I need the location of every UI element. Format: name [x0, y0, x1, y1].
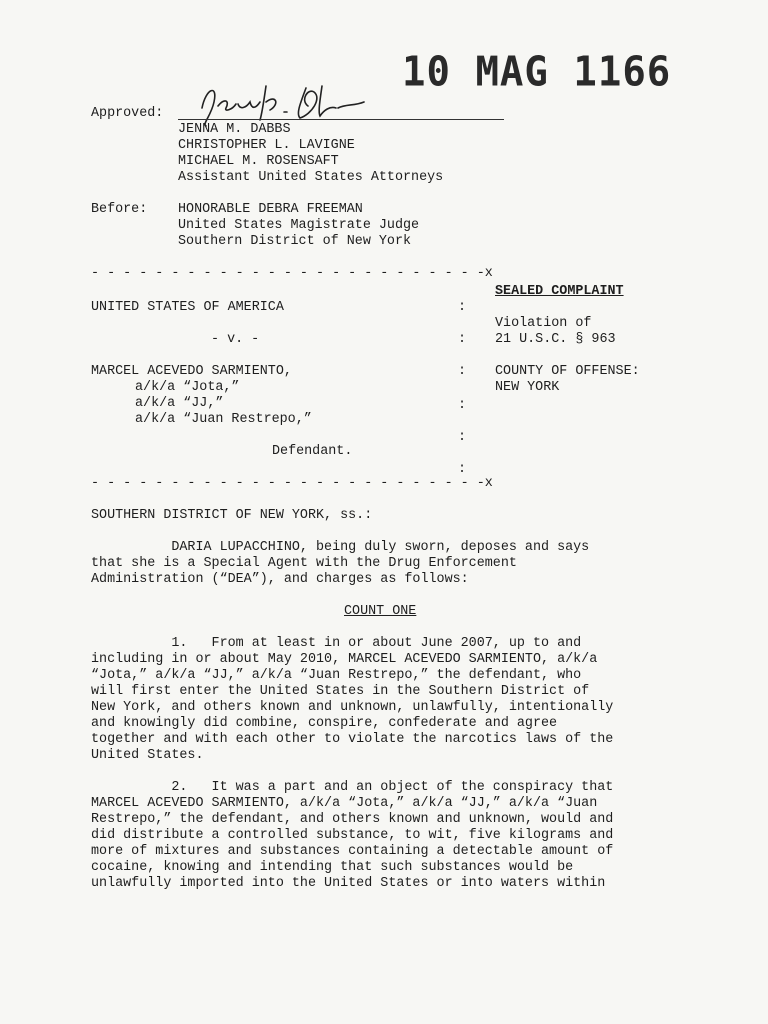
attorney-name: MICHAEL M. ROSENSAFT — [178, 154, 339, 169]
caption-colon: : — [458, 300, 467, 315]
paragraph-1: 1. From at least in or about June 2007, up to and including in or about May 2010, MARCEL ACEVEDO SARMIENTO, a/k/a “Jota,” a/k/a “JJ,” a/k/a “Juan Restrepo,” the defendant, who will first enter the United States in the Southern District of New York, and others known and unknown, unlawfully, intentionally and knowingly did combine, conspire, confederate and agree together and with each other to violate the narcotics laws of the United States. — [91, 636, 614, 763]
signature-image — [196, 80, 366, 128]
attorneys-title: Assistant United States Attorneys — [178, 170, 444, 185]
sealed-complaint-title: SEALED COMPLAINT — [495, 284, 624, 299]
count-heading: COUNT ONE — [344, 604, 417, 619]
before-label: Before: — [91, 202, 148, 217]
attorney-name: CHRISTOPHER L. LAVIGNE — [178, 138, 355, 153]
caption-colon: : — [458, 364, 467, 379]
caption-colon: : — [458, 430, 467, 445]
caption-border-bottom: - - - - - - - - - - - - - - - - - - - - - - - - -x — [91, 476, 493, 491]
plaintiff-name: UNITED STATES OF AMERICA — [91, 300, 284, 315]
venue-line: SOUTHERN DISTRICT OF NEW YORK, ss.: — [91, 508, 373, 523]
caption-colon: : — [458, 332, 467, 347]
versus-label: - v. - — [211, 332, 260, 347]
judge-district: Southern District of New York — [178, 234, 412, 249]
caption-colon: : — [458, 398, 467, 413]
judge-title: United States Magistrate Judge — [178, 218, 420, 233]
caption-colon: : — [458, 462, 467, 477]
defendant-alias: a/k/a “JJ,” — [135, 396, 224, 411]
approved-label: Approved: — [91, 106, 164, 121]
defendant-alias: a/k/a “Juan Restrepo,” — [135, 412, 312, 427]
defendant-label: Defendant. — [272, 444, 353, 459]
paragraph-2: 2. It was a part and an object of the conspiracy that MARCEL ACEVEDO SARMIENTO, a/k/a “Jota,” a/k/a “JJ,” a/k/a “Juan Restrepo,” the defendant, and others known and unknown, would and did distribute a controlled substance, to wit, five kilograms and more of mixtures and substances containing a detectable amount of cocaine, knowing and intending that such substances would be unlawfully imported into the United States or into waters within — [91, 780, 614, 891]
defendant-name: MARCEL ACEVEDO SARMIENTO, — [91, 364, 292, 379]
defendant-alias: a/k/a “Jota,” — [135, 380, 240, 395]
violation-statute: 21 U.S.C. § 963 — [495, 332, 616, 347]
intro-paragraph: DARIA LUPACCHINO, being duly sworn, deposes and says that she is a Special Agent with the Drug Enforcement Administration (“DEA”), and charges as follows: — [91, 540, 590, 587]
caption-border-top: - - - - - - - - - - - - - - - - - - - - - - - - -x — [91, 266, 493, 281]
violation-label: Violation of — [495, 316, 592, 331]
attorney-name: JENNA M. DABBS — [178, 122, 291, 137]
signature-line — [178, 119, 504, 120]
case-number-stamp: 10 MAG 1166 — [402, 48, 672, 97]
judge-name: HONORABLE DEBRA FREEMAN — [178, 202, 363, 217]
county-label: COUNTY OF OFFENSE: — [495, 364, 640, 379]
county-value: NEW YORK — [495, 380, 560, 395]
